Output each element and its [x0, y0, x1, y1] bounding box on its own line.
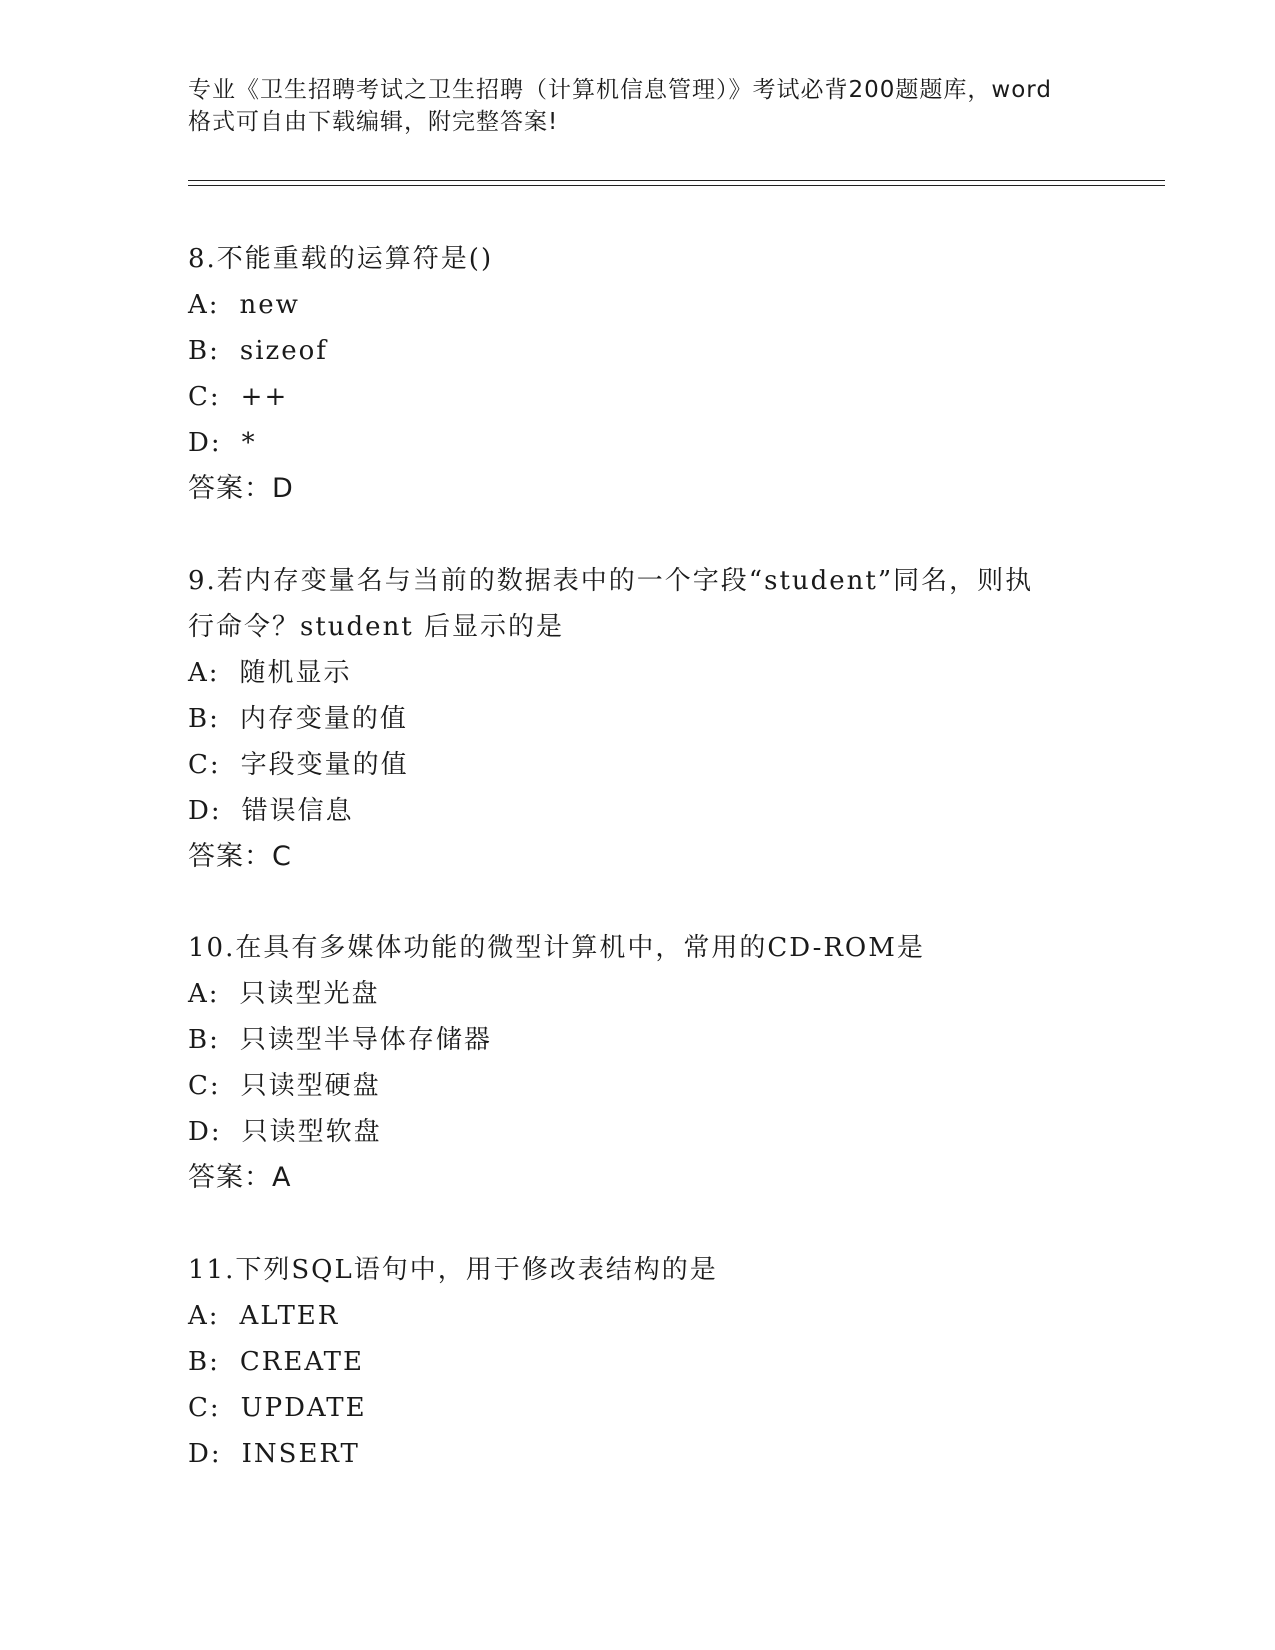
question-stem: 10.在具有多媒体功能的微型计算机中，常用的CD-ROM是: [188, 933, 925, 963]
document-header: [188, 74, 1108, 138]
option-letter: B:: [188, 336, 220, 366]
option-d: [188, 1431, 1088, 1477]
option-text: 只读型软盘: [241, 1117, 382, 1147]
option-letter: C:: [188, 1393, 221, 1423]
question-11: [188, 1247, 1088, 1477]
question-stem: 11.下列SQL语句中，用于修改表结构的是: [188, 1255, 718, 1285]
option-text: sizeof: [239, 336, 328, 366]
option-text: new: [239, 290, 300, 320]
option-text: 只读型硬盘: [240, 1071, 381, 1101]
option-letter: A:: [188, 290, 220, 320]
option-text: ++: [240, 382, 289, 412]
option-c: [188, 1385, 1088, 1431]
option-text: 字段变量的值: [240, 750, 409, 780]
option-letter: D:: [188, 796, 222, 826]
option-text: 只读型半导体存储器: [239, 1025, 492, 1055]
option-b: [188, 1017, 1088, 1063]
option-letter: D:: [188, 1439, 222, 1469]
option-letter: A:: [188, 979, 220, 1009]
option-text: *: [241, 428, 257, 458]
option-letter: C:: [188, 750, 221, 780]
option-text: CREATE: [239, 1347, 364, 1377]
option-letter: D:: [188, 428, 222, 458]
option-d: [188, 420, 1088, 466]
option-b: [188, 328, 1088, 374]
question-10: [188, 925, 1088, 1201]
option-text: 随机显示: [239, 658, 352, 688]
option-d: [188, 1109, 1088, 1155]
option-letter: C:: [188, 382, 221, 412]
option-letter: A:: [188, 658, 220, 688]
question-stem: 8.不能重载的运算符是(): [188, 244, 494, 274]
option-c: [188, 374, 1088, 420]
option-a: [188, 1293, 1088, 1339]
header-divider-top: [188, 180, 1165, 181]
option-text: UPDATE: [240, 1393, 367, 1423]
option-c: [188, 1063, 1088, 1109]
option-d: [188, 788, 1088, 834]
option-b: [188, 1339, 1088, 1385]
question-8: [188, 236, 1088, 512]
option-text: ALTER: [239, 1301, 340, 1331]
option-text: 内存变量的值: [239, 704, 408, 734]
option-a: [188, 650, 1088, 696]
option-a: [188, 971, 1088, 1017]
header-divider-bottom: [188, 185, 1165, 186]
option-letter: A:: [188, 1301, 220, 1331]
option-text: 错误信息: [241, 796, 354, 826]
option-letter: B:: [188, 1025, 220, 1055]
option-text: INSERT: [241, 1439, 360, 1469]
header-line-2: 格式可自由下载编辑，附完整答案!: [188, 109, 559, 135]
answer-line: 答案：D: [188, 473, 294, 504]
option-letter: C:: [188, 1071, 221, 1101]
option-letter: B:: [188, 704, 220, 734]
option-text: 只读型光盘: [239, 979, 380, 1009]
answer-line: 答案：C: [188, 841, 292, 872]
answer-line: 答案：A: [188, 1162, 292, 1193]
question-9: [188, 558, 1088, 880]
option-letter: D:: [188, 1117, 222, 1147]
question-stem-line-2: 行命令？student 后显示的是: [188, 612, 565, 642]
header-line-1: 专业《卫生招聘考试之卫生招聘（计算机信息管理）》考试必背200题题库，word: [188, 77, 1052, 103]
question-stem-line-1: 9.若内存变量名与当前的数据表中的一个字段“student”同名，则执: [188, 566, 1034, 596]
option-b: [188, 696, 1088, 742]
option-c: [188, 742, 1088, 788]
option-a: [188, 282, 1088, 328]
option-letter: B:: [188, 1347, 220, 1377]
